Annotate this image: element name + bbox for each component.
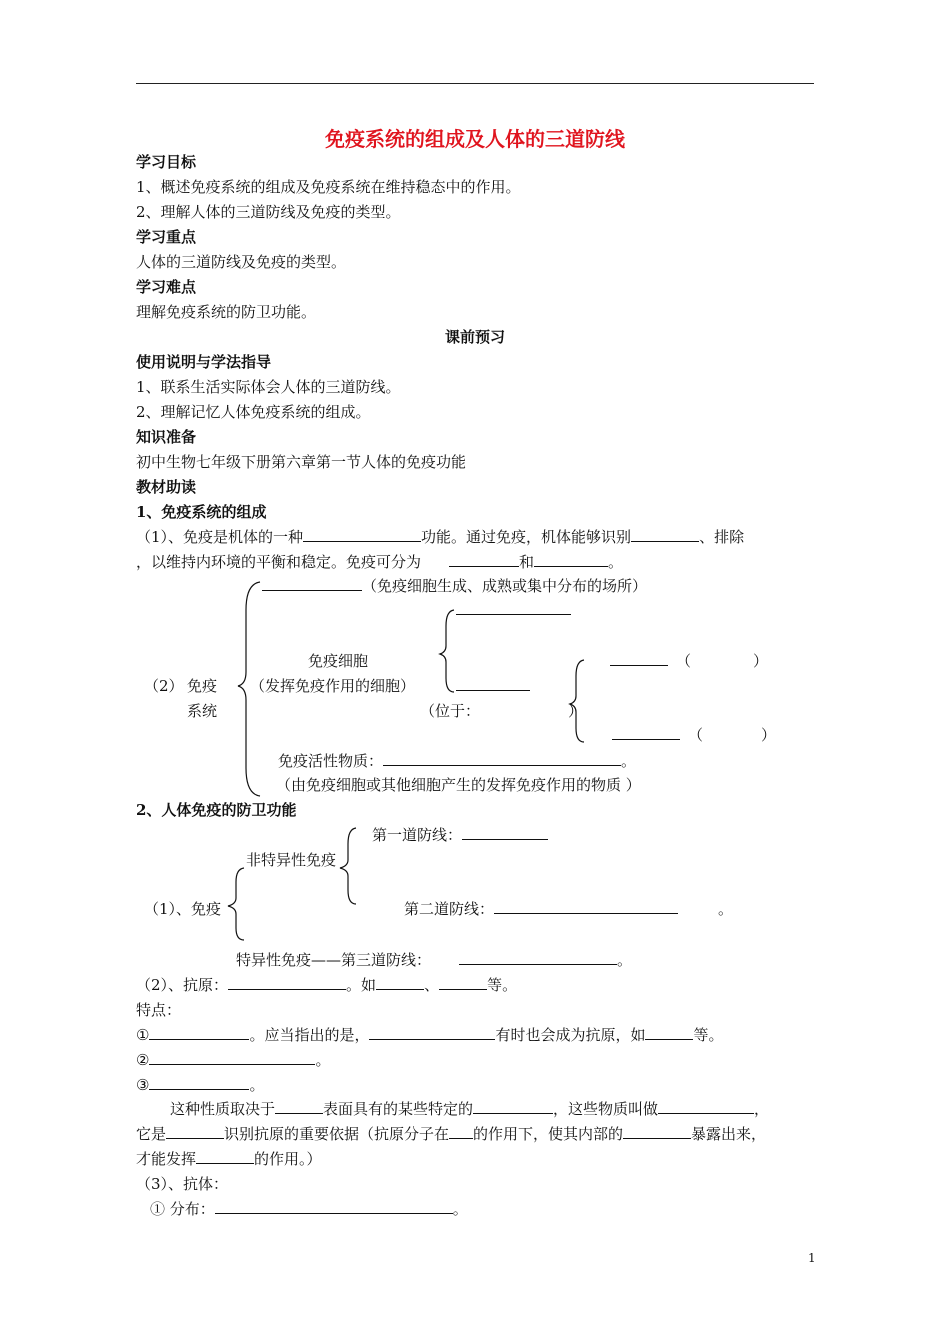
period: 。	[315, 1051, 331, 1069]
specific-row	[236, 950, 632, 970]
difficulty-text: 理解免疫系统的防卫功能。	[136, 303, 317, 321]
def-text-d: ，以维持内环境的平衡和稳定。免疫可分为	[136, 553, 422, 571]
feature-1-marker: ①	[136, 1026, 150, 1044]
usage-heading: 使用说明与学法指导	[136, 353, 272, 371]
nonspecific-label: 非特异性免疫	[246, 851, 337, 869]
active-substance-label: 免疫活性物质：	[278, 752, 384, 770]
second-defense-label: 第二道防线：	[404, 900, 495, 918]
paren-close: ）	[761, 726, 777, 744]
immune-cells-label: 免疫细胞	[308, 652, 369, 670]
period: 。	[249, 1076, 265, 1094]
page-number: 1	[808, 1251, 816, 1265]
specific-label: 特异性免疫——第三道防线：	[236, 951, 432, 969]
lymphocyte-brace	[570, 658, 590, 744]
blank[interactable]	[456, 600, 571, 615]
blank[interactable]	[610, 651, 668, 666]
features-label: 特点：	[136, 1001, 182, 1019]
blank[interactable]	[612, 725, 680, 740]
para3-b: 的作用。）	[254, 1150, 322, 1168]
def-text-f: 。	[608, 553, 624, 571]
antigen-a: （2）、抗原：	[136, 976, 229, 994]
blank[interactable]	[631, 527, 699, 542]
blank[interactable]	[449, 552, 519, 567]
feature-2-row	[136, 1050, 330, 1070]
blank[interactable]	[439, 975, 487, 990]
blank[interactable]	[449, 1124, 473, 1139]
active-substance-row	[278, 751, 636, 771]
page-title: 免疫系统的组成及人体的三道防线	[325, 127, 625, 151]
feature-1-b: 。应当指出的是，	[249, 1026, 370, 1044]
blank[interactable]	[275, 1099, 323, 1114]
feature-3-marker: ③	[136, 1076, 150, 1094]
reading-heading: 教材助读	[136, 478, 197, 496]
distribution-label: ① 分布：	[150, 1200, 215, 1218]
antigen-d: 等。	[487, 976, 518, 994]
immunity-definition-line1	[136, 527, 744, 547]
located-b: ）	[568, 702, 584, 720]
property-paragraph-line2	[136, 1124, 766, 1144]
paren-open: （	[688, 726, 704, 744]
def-text-b: 功能。通过免疫，机体能够识别	[421, 528, 632, 546]
blank[interactable]	[303, 527, 421, 542]
immunity-brace	[228, 866, 250, 942]
para-c: ，这些物质叫做	[553, 1100, 659, 1118]
immune-organs-row	[262, 576, 647, 596]
blank[interactable]	[149, 1075, 249, 1090]
paren-open: （	[676, 652, 692, 670]
system-word: 系统	[187, 702, 218, 720]
property-paragraph-line1	[170, 1099, 769, 1119]
property-paragraph-line3	[136, 1149, 322, 1169]
blank[interactable]	[473, 1099, 553, 1114]
blank[interactable]	[149, 1025, 249, 1040]
para-b: 表面具有的某些特定的	[323, 1100, 474, 1118]
blank[interactable]	[459, 950, 617, 965]
header-rule	[136, 83, 814, 84]
blank[interactable]	[534, 552, 608, 567]
para2-b: 识别抗原的重要依据（抗原分子在	[224, 1125, 450, 1143]
section-2-label-1: （1）、免疫	[144, 900, 222, 918]
immune-cells-note: （发挥免疫作用的细胞）	[250, 677, 416, 695]
para2-a: 它是	[136, 1125, 167, 1143]
blank[interactable]	[456, 676, 530, 691]
antigen-b: 。如	[346, 976, 377, 994]
feature-1-row	[136, 1025, 724, 1045]
preview-heading: 课前预习	[444, 328, 505, 346]
period: 。	[621, 752, 637, 770]
para-a: 这种性质取决于	[170, 1100, 276, 1118]
located-row	[420, 701, 583, 721]
feature-2-marker: ②	[136, 1051, 150, 1069]
feature-1-c: 有时也会成为抗原，如	[495, 1026, 646, 1044]
paren-close: ）	[753, 652, 769, 670]
feature-1-d: 等。	[693, 1026, 724, 1044]
difficulty-heading: 学习难点	[136, 278, 197, 296]
def-text-c: 、排除	[699, 528, 745, 546]
usage-2: 2、理解记忆人体免疫系统的组成。	[136, 403, 371, 421]
lymphocyte-row-1	[610, 651, 768, 671]
blank[interactable]	[494, 899, 678, 914]
immune-organs-note: （免疫细胞生成、成熟或集中分布的场所）	[362, 577, 648, 595]
section-1-label-2: （2）	[144, 677, 184, 695]
para-d: ，	[754, 1100, 770, 1118]
knowledge-text: 初中生物七年级下册第六章第一节人体的免疫功能	[136, 453, 467, 471]
def-text-a: （1）、免疫是机体的一种	[136, 528, 304, 546]
blank[interactable]	[645, 1025, 693, 1040]
located-a: （位于：	[420, 702, 481, 720]
period: 。	[617, 951, 633, 969]
section-2-heading: 2、人体免疫的防卫功能	[136, 801, 297, 819]
blank[interactable]	[215, 1199, 453, 1214]
blank[interactable]	[623, 1124, 691, 1139]
antigen-row	[136, 975, 517, 995]
blank[interactable]	[369, 1025, 495, 1040]
focus-heading: 学习重点	[136, 228, 197, 246]
active-substance-note: （由免疫细胞或其他细胞产生的发挥免疫作用的物质 ）	[276, 776, 641, 794]
blank[interactable]	[383, 751, 621, 766]
para2-d: 暴露出来，	[691, 1125, 767, 1143]
period: 。	[718, 900, 734, 918]
nonspecific-brace	[340, 826, 362, 906]
goals-heading: 学习目标	[136, 153, 197, 171]
blank[interactable]	[228, 975, 346, 990]
first-defense-label: 第一道防线：	[372, 826, 463, 844]
blank[interactable]	[658, 1099, 754, 1114]
section-1-heading: 1、免疫系统的组成	[136, 503, 267, 521]
second-defense-row	[404, 899, 733, 919]
focus-text: 人体的三道防线及免疫的类型。	[136, 253, 347, 271]
para2-c: 的作用下，使其内部的	[473, 1125, 624, 1143]
def-text-e: 和	[519, 553, 535, 571]
para3-a: 才能发挥	[136, 1150, 197, 1168]
goal-1: 1、概述免疫系统的组成及免疫系统在维持稳态中的作用。	[136, 178, 521, 196]
period: 。	[452, 1200, 468, 1218]
blank[interactable]	[462, 825, 548, 840]
immunity-definition-line2	[136, 552, 623, 572]
lymphocyte-row-2	[612, 725, 776, 745]
blank[interactable]	[149, 1050, 315, 1065]
blank[interactable]	[196, 1149, 254, 1164]
distribution-row	[150, 1199, 468, 1219]
first-defense-row	[372, 825, 548, 845]
usage-1: 1、联系生活实际体会人体的三道防线。	[136, 378, 401, 396]
feature-3-row	[136, 1075, 264, 1095]
knowledge-heading: 知识准备	[136, 428, 197, 446]
antibody-label: （3）、抗体：	[136, 1175, 229, 1193]
immune-word: 免疫	[187, 677, 218, 695]
goal-2: 2、理解人体的三道防线及免疫的类型。	[136, 203, 401, 221]
blank[interactable]	[262, 576, 362, 591]
blank[interactable]	[376, 975, 424, 990]
antigen-c: 、	[424, 976, 440, 994]
blank[interactable]	[166, 1124, 224, 1139]
